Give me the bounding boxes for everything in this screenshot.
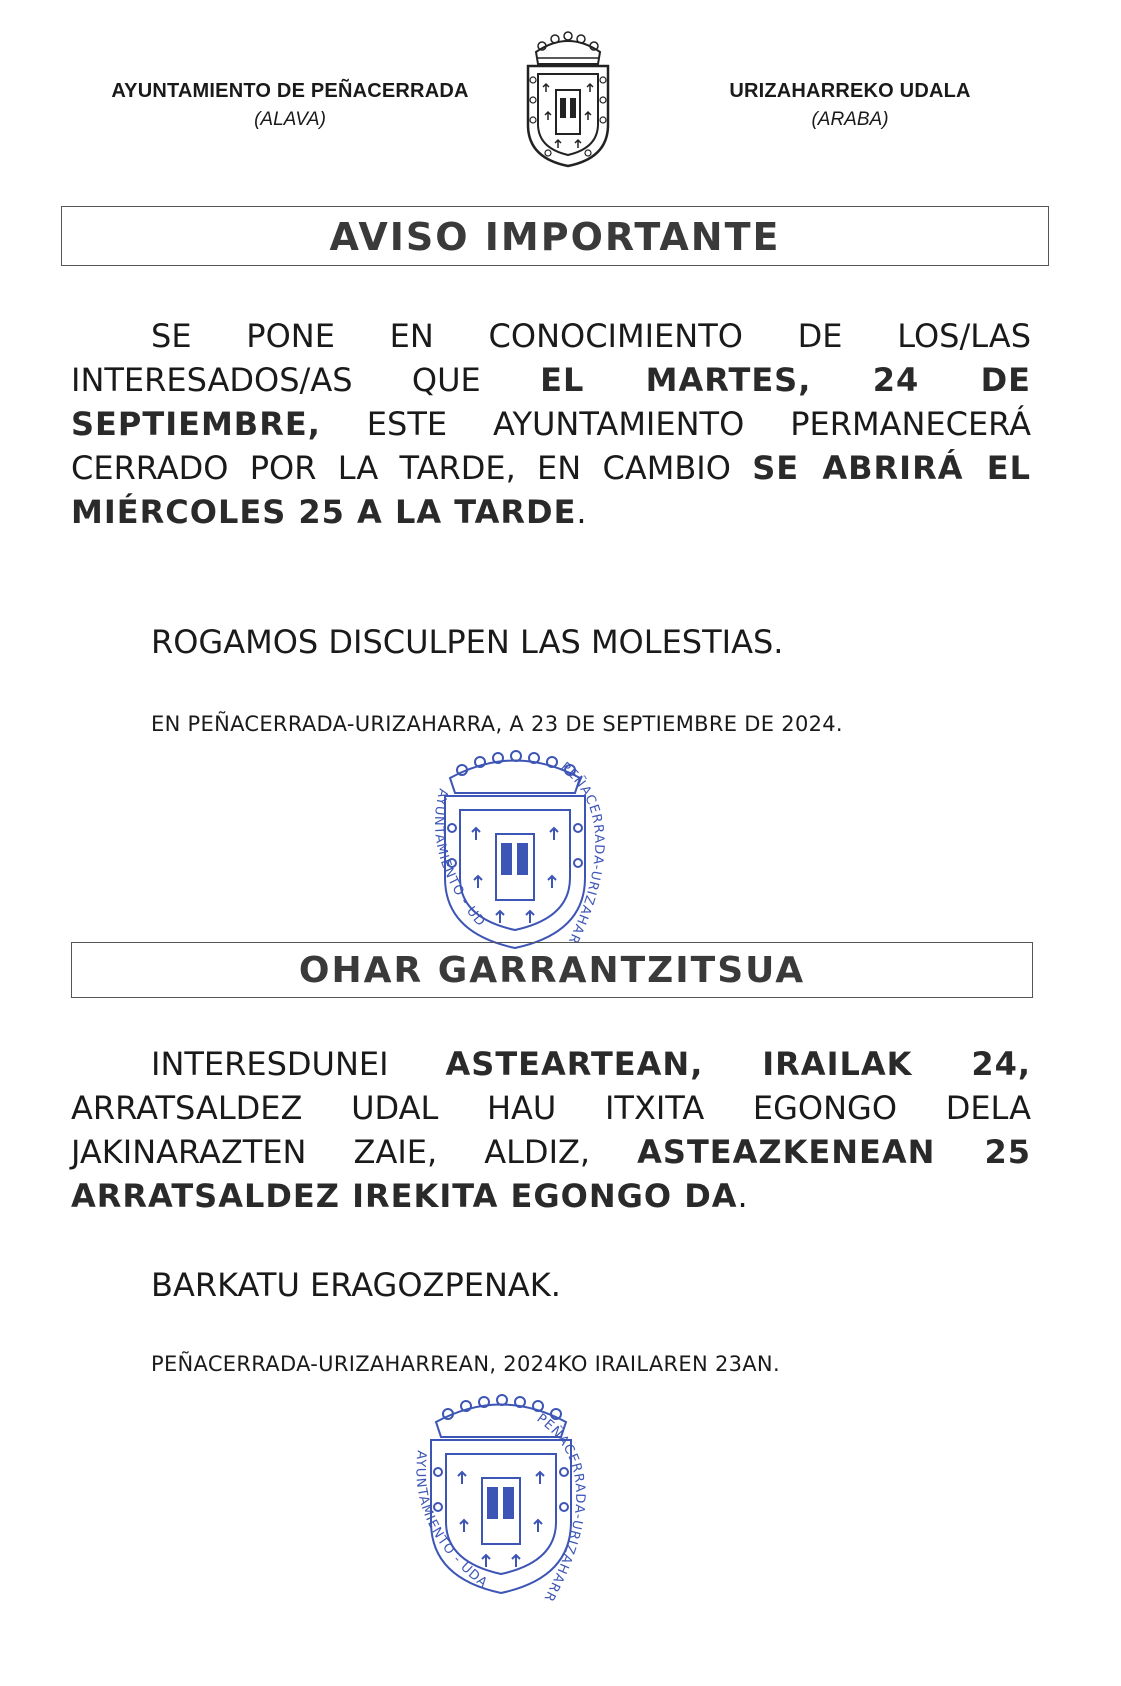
notice-title-es: AVISO IMPORTANTE [61, 206, 1049, 266]
stamp-text-right: PEÑACERRADA-URIZAHAR [557, 759, 607, 947]
date-eu: PEÑACERRADA-URIZAHARREAN, 2024KO IRAILAREN 23AN. [151, 1352, 780, 1376]
body-text-1: SE PONE EN CONOCIMIENTO DE LOS/LAS INTERESADOS/AS QUE [71, 317, 1031, 399]
body-text-2: ARRATSALDEZ UDAL HAU ITXITA EGONGO DELA JAKINARAZTEN ZAIE, ALDIZ, [71, 1089, 1031, 1171]
apology-eu: BARKATU ERAGOZPENAK. [151, 1266, 561, 1304]
header-left [80, 80, 500, 131]
stamp-text-left: AYUNTAMIENTO - UDA [412, 1449, 491, 1592]
body-text-2: ESTE AYUNTAMIENTO PERMANECERÁ CERRADO POR LA TARDE, EN CAMBIO [71, 405, 1031, 487]
municipality-name-eu: URIZAHARREKO UDALA [729, 80, 971, 102]
stamp-text-left: AYUNTAMIENTO - UD [430, 787, 488, 930]
body-text-3: . [576, 493, 587, 531]
region-es: (ALAVA) [254, 109, 326, 130]
header-right [690, 80, 1010, 131]
region-eu: (ARABA) [811, 109, 889, 130]
municipal-stamp [410, 748, 640, 963]
apology-es: ROGAMOS DISCULPEN LAS MOLESTIAS. [151, 623, 784, 661]
notice-title-eu: OHAR GARRANTZITSUA [71, 942, 1033, 998]
body-text-1: INTERESDUNEI [151, 1045, 446, 1083]
date-es: EN PEÑACERRADA-URIZAHARRA, A 23 DE SEPTIEMBRE DE 2024. [151, 712, 843, 736]
body-bold-2: SE ABRIRÁ EL MIÉRCOLES 25 A LA TARDE [71, 449, 1031, 531]
body-bold-2: ASTEAZKENEAN 25 ARRATSALDEZ IREKITA EGONGO DA [71, 1133, 1031, 1215]
body-text-3: . [737, 1177, 748, 1215]
municipality-name-es: AYUNTAMIENTO DE PEÑACERRADA [111, 80, 469, 102]
body-bold-1: EL MARTES, 24 DE SEPTIEMBRE, [71, 361, 1032, 443]
stamp-text-right: PEÑACERRADA-URIZAHARR [533, 1411, 588, 1605]
municipal-stamp [396, 1390, 626, 1610]
coat-of-arms-icon [518, 20, 618, 170]
notice-body-es [71, 314, 1031, 534]
body-bold-1: ASTEARTEAN, IRAILAK 24, [445, 1045, 1032, 1083]
notice-body-eu [71, 1042, 1031, 1218]
